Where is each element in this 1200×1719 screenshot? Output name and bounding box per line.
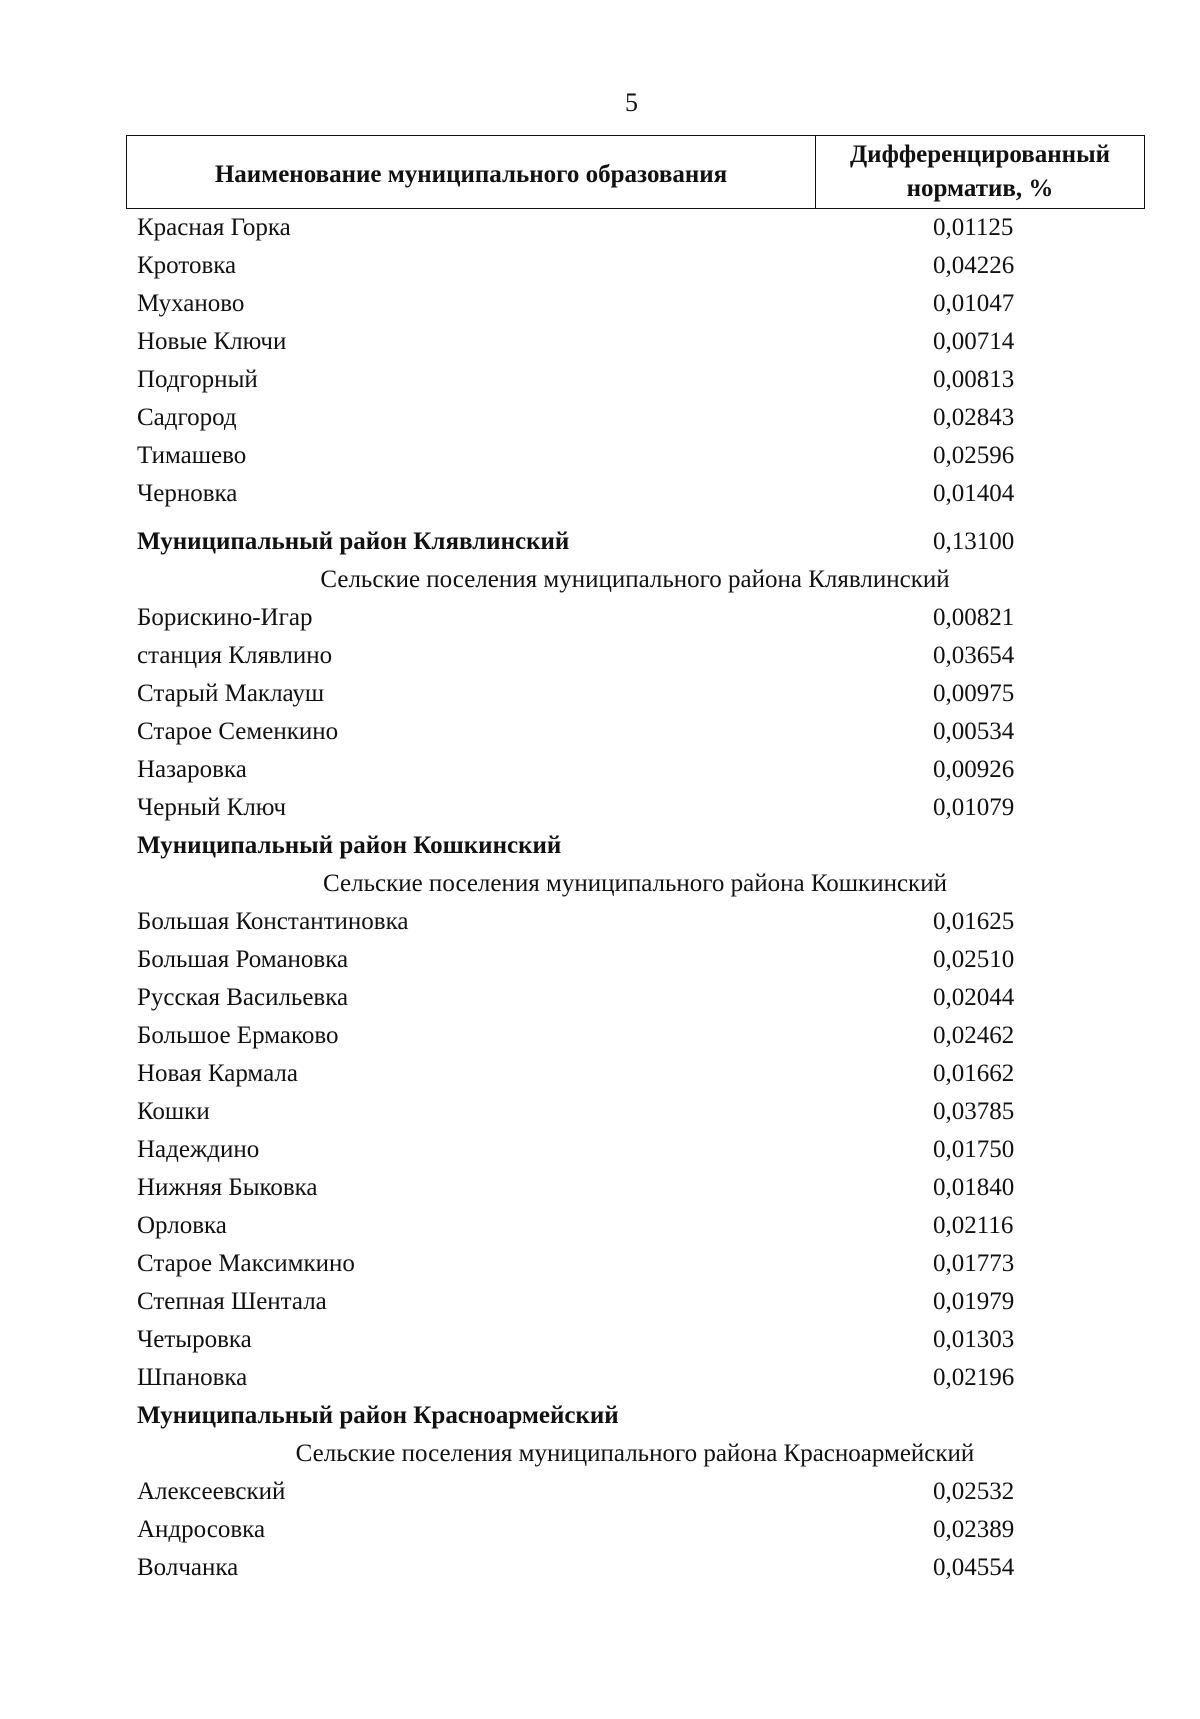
normative-value: 0,00813 — [933, 366, 1015, 393]
table-row — [0, 1207, 1200, 1245]
table-row — [0, 1473, 1200, 1511]
normative-value: 0,01047 — [933, 290, 1015, 317]
header-value-column — [816, 136, 1144, 208]
table-row — [0, 1055, 1200, 1093]
header-value-line1: Дифференцированный — [849, 141, 1111, 168]
normative-value: 0,01979 — [933, 1288, 1015, 1315]
settlement-name: Степная Шентала — [137, 1288, 327, 1315]
normative-value: 0,01404 — [933, 480, 1015, 507]
normative-value: 0,02462 — [933, 1022, 1015, 1049]
settlement-name: Надеждино — [137, 1136, 260, 1163]
normative-value: 0,02116 — [933, 1212, 1014, 1239]
settlement-name: Подгорный — [137, 366, 258, 393]
settlement-name: Андросовка — [137, 1516, 266, 1543]
header-name-column: Наименование муниципального образования — [127, 136, 816, 208]
table-row — [0, 1511, 1200, 1549]
normative-value: 0,00714 — [933, 328, 1015, 355]
settlement-name: Старое Максимкино — [137, 1250, 355, 1277]
subheader-text: Сельские поселения муниципального района Красноармейский — [295, 1440, 975, 1467]
normative-value: 0,01303 — [933, 1326, 1015, 1353]
settlement-name: станция Клявлино — [137, 642, 333, 669]
table-row — [0, 437, 1200, 475]
district-name: Муниципальный район Клявлинский — [137, 528, 570, 555]
table-row — [0, 941, 1200, 979]
settlement-name: Старое Семенкино — [137, 718, 339, 745]
normative-value: 0,01750 — [933, 1136, 1015, 1163]
table-subheader-row — [0, 561, 1200, 599]
table-row — [0, 751, 1200, 789]
normative-value: 0,02532 — [933, 1478, 1015, 1505]
settlement-name: Шпановка — [137, 1364, 248, 1391]
settlement-name: Кротовка — [137, 252, 237, 279]
district-row — [0, 523, 1200, 561]
settlement-name: Большая Константиновка — [137, 908, 409, 935]
settlement-name: Большое Ермаково — [137, 1022, 339, 1049]
normative-value: 0,01625 — [933, 908, 1015, 935]
table-subheader-row — [0, 865, 1200, 903]
settlement-name: Нижняя Быковка — [137, 1174, 318, 1201]
normative-value: 0,03785 — [933, 1098, 1015, 1125]
table-row — [0, 1093, 1200, 1131]
normative-value: 0,01662 — [933, 1060, 1015, 1087]
settlement-name: Алексеевский — [137, 1478, 286, 1505]
normative-value: 0,01125 — [933, 214, 1014, 241]
settlement-name: Садгород — [137, 404, 237, 431]
table-row — [0, 713, 1200, 751]
settlement-name: Старый Маклауш — [137, 680, 325, 707]
table-subheader-row — [0, 1435, 1200, 1473]
settlement-name: Тимашево — [137, 442, 247, 469]
normative-value: 0,04226 — [933, 252, 1015, 279]
table-row — [0, 599, 1200, 637]
normative-value: 0,04554 — [933, 1554, 1015, 1581]
table-row — [0, 903, 1200, 941]
table-row — [0, 209, 1200, 247]
settlement-name: Борискино-Игар — [137, 604, 313, 631]
table-row — [0, 247, 1200, 285]
normative-value: 0,00926 — [933, 756, 1015, 783]
settlement-name: Большая Романовка — [137, 946, 349, 973]
table-row — [0, 285, 1200, 323]
table-row — [0, 399, 1200, 437]
normative-value: 0,01840 — [933, 1174, 1015, 1201]
settlement-name: Волчанка — [137, 1554, 239, 1581]
settlement-name: Черновка — [137, 480, 238, 507]
table-row — [0, 789, 1200, 827]
normative-value: 0,01773 — [933, 1250, 1015, 1277]
table-row — [0, 637, 1200, 675]
table-row — [0, 1245, 1200, 1283]
district-row — [0, 827, 1200, 865]
normative-value: 0,02196 — [933, 1364, 1015, 1391]
normative-value: 0,00975 — [933, 680, 1015, 707]
normative-value: 0,00534 — [933, 718, 1015, 745]
normative-value: 0,02596 — [933, 442, 1015, 469]
normative-value: 0,02843 — [933, 404, 1015, 431]
district-name: Муниципальный район Кошкинский — [137, 832, 562, 859]
table-header — [126, 135, 1145, 209]
subheader-text: Сельские поселения муниципального района Клявлинский — [320, 566, 950, 593]
normative-value: 0,02510 — [933, 946, 1015, 973]
normative-value: 0,02389 — [933, 1516, 1015, 1543]
settlement-name: Красная Горка — [137, 214, 291, 241]
table-row — [0, 361, 1200, 399]
settlement-name: Черный Ключ — [137, 794, 287, 821]
table-row — [0, 979, 1200, 1017]
settlement-name: Орловка — [137, 1212, 227, 1239]
table-row — [0, 1169, 1200, 1207]
subheader-text: Сельские поселения муниципального района Кошкинский — [323, 870, 947, 897]
page-number: 5 — [625, 88, 638, 117]
table-row — [0, 475, 1200, 513]
normative-value: 0,13100 — [933, 528, 1015, 555]
table-row — [0, 1549, 1200, 1587]
normative-value: 0,01079 — [933, 794, 1015, 821]
district-name: Муниципальный район Красноармейский — [137, 1402, 619, 1429]
settlement-name: Назаровка — [137, 756, 247, 783]
district-row — [0, 1397, 1200, 1435]
settlement-name: Муханово — [137, 290, 245, 317]
table-row — [0, 675, 1200, 713]
table-body — [0, 209, 1200, 1587]
table-row — [0, 1017, 1200, 1055]
settlement-name: Русская Васильевка — [137, 984, 349, 1011]
normative-value: 0,03654 — [933, 642, 1015, 669]
table-row — [0, 323, 1200, 361]
table-row — [0, 1321, 1200, 1359]
settlement-name: Новые Ключи — [137, 328, 287, 355]
table-row — [0, 1359, 1200, 1397]
settlement-name: Новая Кармала — [137, 1060, 298, 1087]
settlement-name: Четыровка — [137, 1326, 252, 1353]
settlement-name: Кошки — [137, 1098, 210, 1125]
normative-value: 0,00821 — [933, 604, 1015, 631]
table-row — [0, 1131, 1200, 1169]
normative-value: 0,02044 — [933, 984, 1015, 1011]
table-row — [0, 1283, 1200, 1321]
header-value-line2: норматив, % — [906, 175, 1054, 202]
